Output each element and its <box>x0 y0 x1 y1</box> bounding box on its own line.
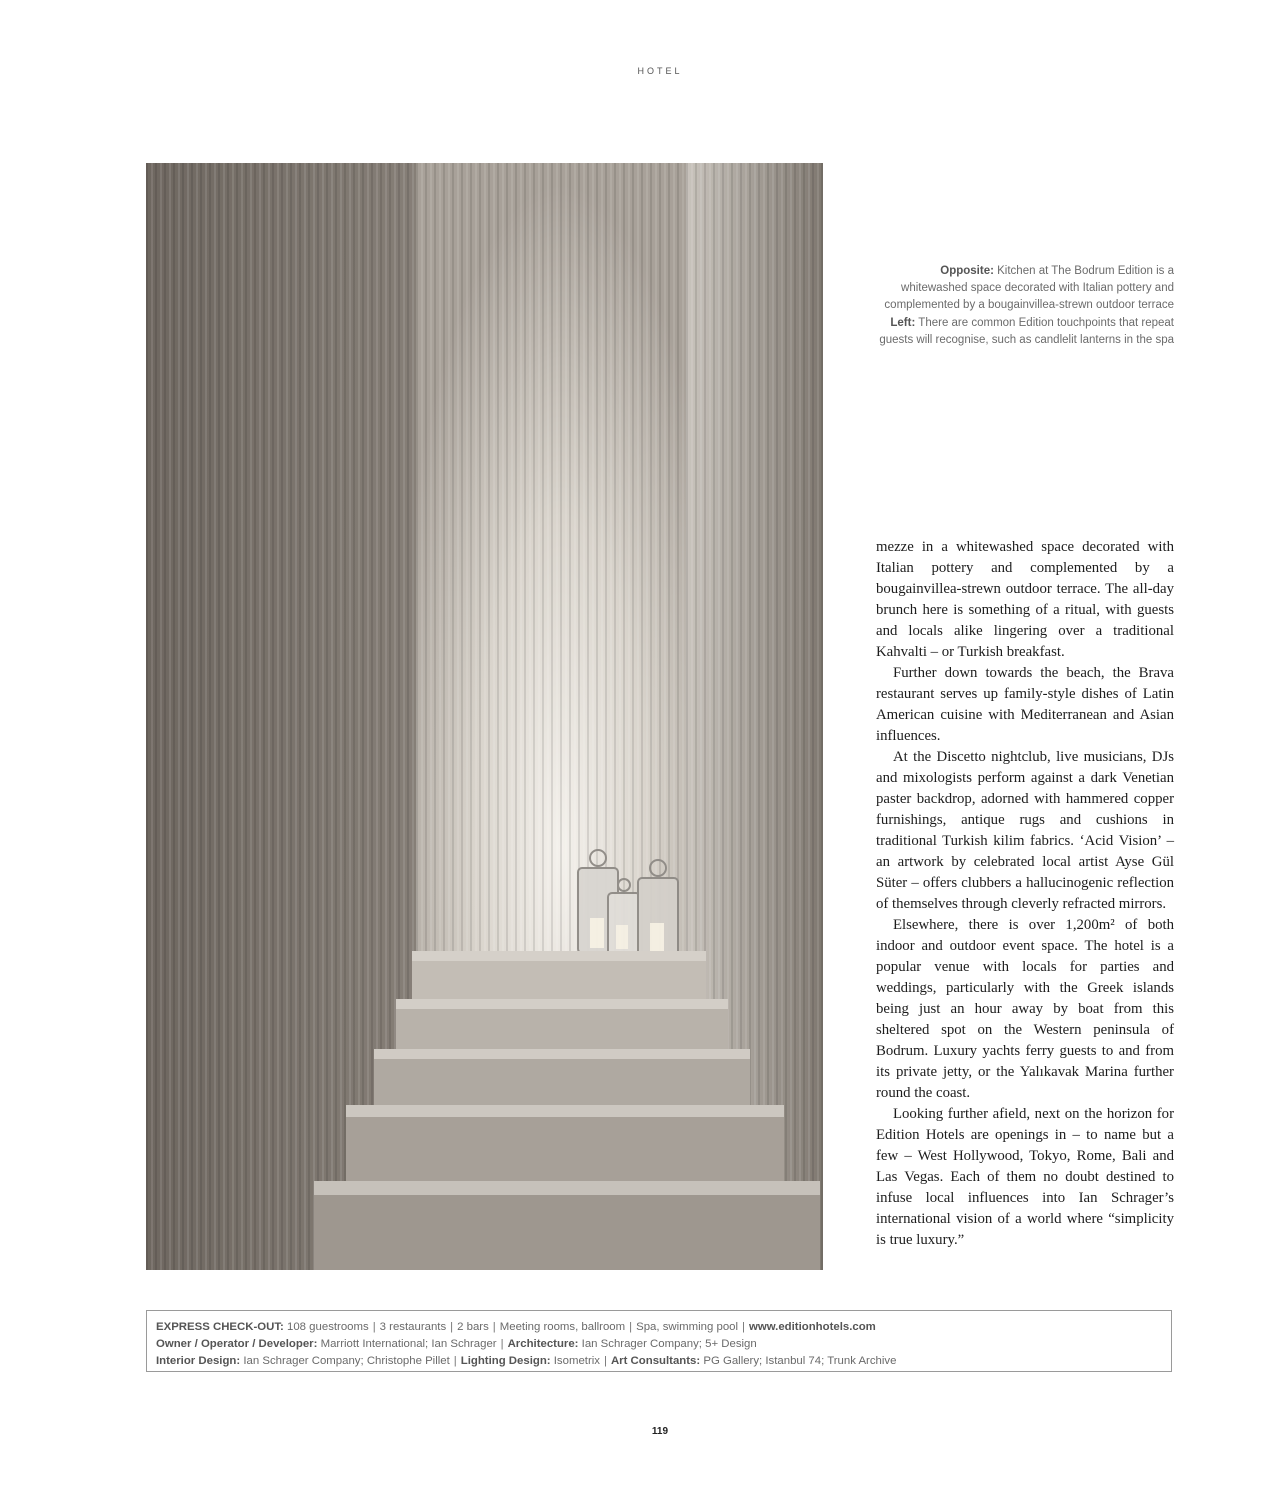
architecture-label: Architecture: <box>507 1338 579 1350</box>
lighting-design-value: Isometrix <box>553 1355 600 1367</box>
article-paragraph: Further down towards the beach, the Brava restaurant serves up family-style dishes of Latin American cuisine with Mediterranean and Asian influences. <box>876 665 1174 744</box>
separator: | <box>453 1355 457 1367</box>
article-paragraph: Elsewhere, there is over 1,200m² of both indoor and outdoor event space. The hotel is a popular venue with locals for parties and weddings, particularly with the Greek islands being just an hour away by boat from this sheltered spot on the Western peninsula of Bodrum. Luxury yachts ferry guests to and from its private jetty, or the Yalıkavak Marina further round the coast. <box>876 917 1174 1101</box>
art-consultants-value: PG Gallery; Istanbul 74; Trunk Archive <box>703 1355 897 1367</box>
fact-item: 108 guestrooms <box>287 1321 369 1333</box>
owner-value: Marriott International; Ian Schrager <box>320 1338 497 1350</box>
express-checkout-label: EXPRESS CHECK-OUT: <box>156 1321 284 1333</box>
interior-design-label: Interior Design: <box>156 1355 241 1367</box>
factbox-row-3 <box>156 1353 1162 1370</box>
spa-staircase-photo <box>146 163 823 1270</box>
art-consultants-label: Art Consultants: <box>610 1355 701 1367</box>
fact-item: Meeting rooms, ballroom <box>499 1321 626 1333</box>
caption-left-label: Left: <box>890 316 916 329</box>
fact-box <box>146 1310 1172 1372</box>
article-paragraph: mezze in a whitewashed space decorated with Italian pottery and complemented by a bougainvillea-strewn outdoor terrace. The all-day brunch here is something of a ritual, with guests and locals alike lingering over a traditional Kahvalti – or Turkish breakfast. <box>876 539 1174 660</box>
factbox-row-1 <box>156 1319 1162 1336</box>
separator: | <box>372 1321 376 1333</box>
factbox-row-2 <box>156 1336 1162 1353</box>
article-paragraph: At the Discetto nightclub, live musicians, DJs and mixologists perform against a dark Venetian paster backdrop, adorned with hammered copper furnishings, antique rugs and cushions in traditional Turkish kilim fabrics. ‘Acid Vision’ – an artwork by celebrated local artist Ayse Gül Süter – offers clubbers a hallucinogenic reflection of themselves through cleverly refracted mirrors. <box>876 749 1174 912</box>
interior-design-value: Ian Schrager Company; Christophe Pillet <box>243 1355 450 1367</box>
page-number: 119 <box>651 1426 669 1437</box>
article-paragraph: Looking further afield, next on the horizon for Edition Hotels are openings in – to name but a few – West Hollywood, Tokyo, Rome, Bali and Las Vegas. Each of them no doubt destined to infuse local influences into Ian Schrager’s international vision of a world where “simplicity is true luxury.” <box>876 1106 1174 1248</box>
separator: | <box>742 1321 745 1333</box>
separator: | <box>603 1355 607 1367</box>
fact-item: 3 restaurants <box>379 1321 447 1333</box>
caption-left-text: There are common Edition touchpoints that repeat guests will recognise, such as candlelit lanterns in the spa <box>879 316 1174 346</box>
website-link[interactable]: www.editionhotels.com <box>749 1321 876 1333</box>
separator: | <box>629 1321 633 1333</box>
separator: | <box>492 1321 496 1333</box>
fact-item: Spa, swimming pool <box>636 1321 739 1333</box>
owner-label: Owner / Operator / Developer: <box>156 1338 318 1350</box>
caption-opposite-text: Kitchen at The Bodrum Edition is a whitewashed space decorated with Italian pottery and complemented by a bougainvillea-strewn outdoor terrace <box>884 265 1174 312</box>
fact-item: 2 bars <box>457 1321 489 1333</box>
architecture-value: Ian Schrager Company; 5+ Design <box>581 1338 757 1350</box>
article-body <box>876 537 1174 1251</box>
section-label: HOTEL <box>637 66 683 76</box>
separator: | <box>500 1338 504 1350</box>
photo-caption <box>876 263 1174 349</box>
lighting-design-label: Lighting Design: <box>460 1355 551 1367</box>
separator: | <box>450 1321 454 1333</box>
caption-opposite-label: Opposite: <box>940 265 994 277</box>
